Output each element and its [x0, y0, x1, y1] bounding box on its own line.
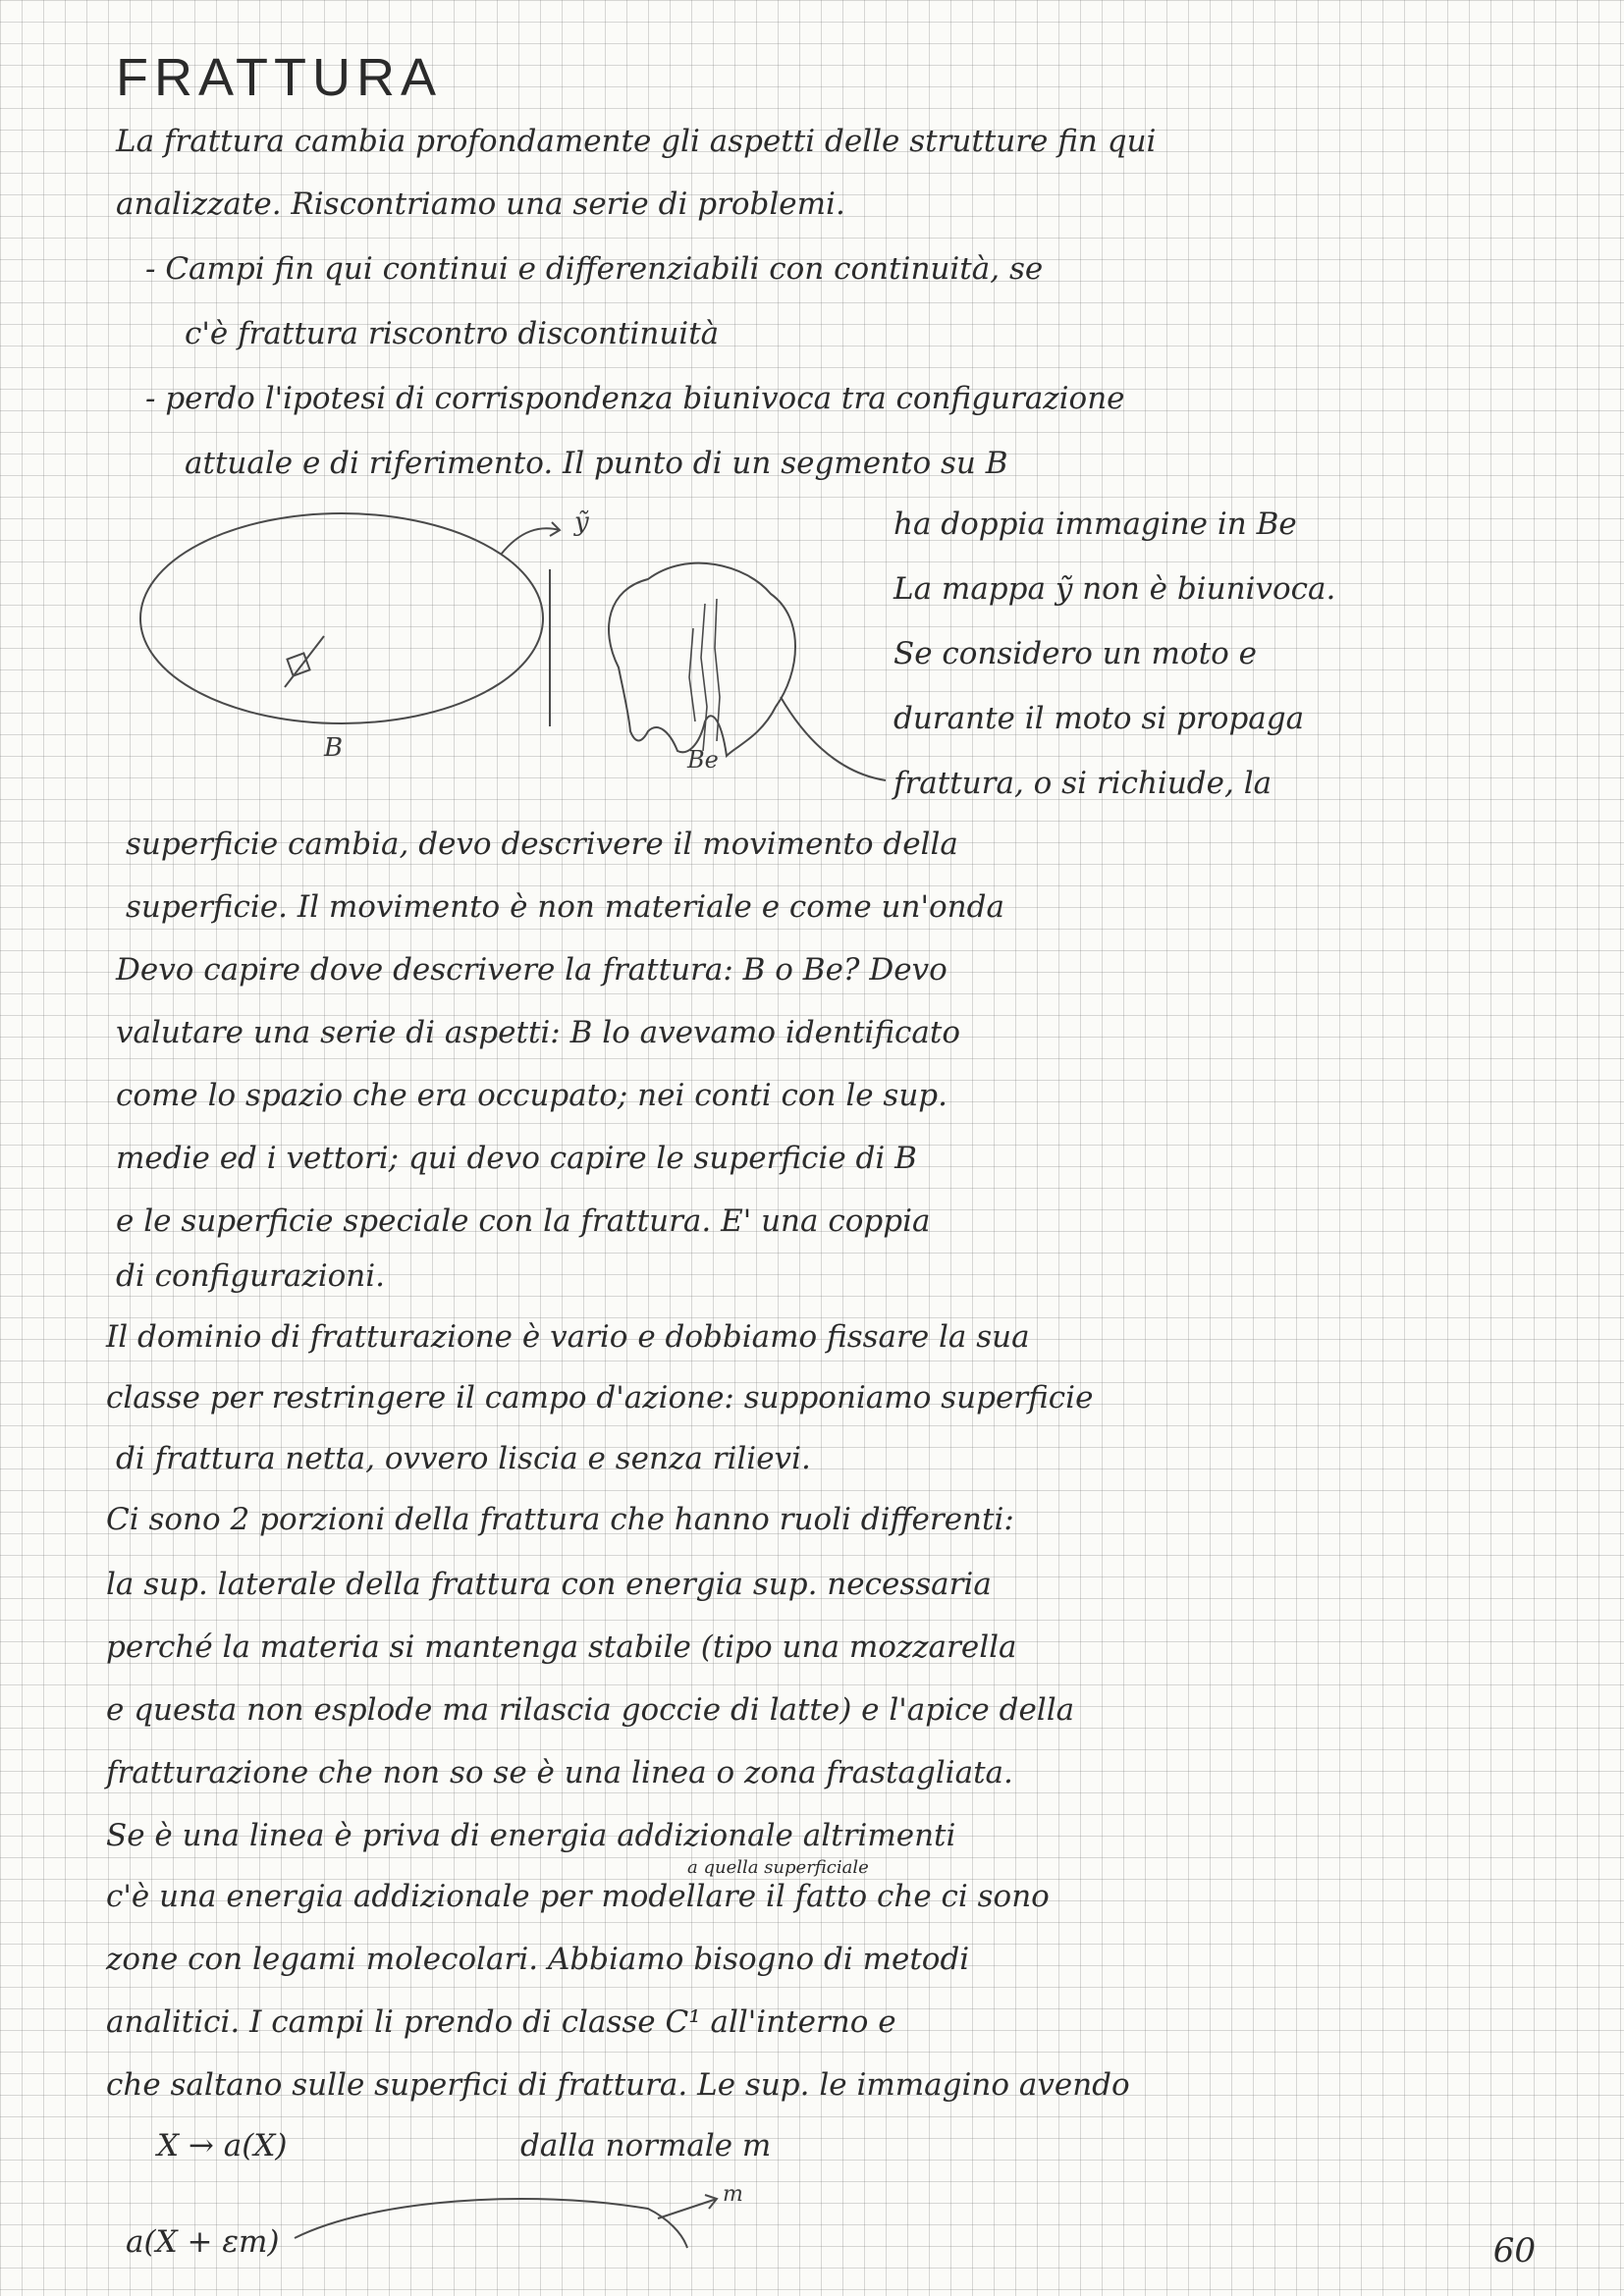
text-line: valutare una serie di aspetti: B lo avevamo identificato	[116, 1015, 961, 1050]
text-line: Se è una linea è priva di energia addizionale altrimenti	[106, 1818, 956, 1853]
text-line: durante il moto si propaga	[893, 701, 1305, 736]
text-line: di frattura netta, ovvero liscia e senza rilievi.	[116, 1441, 811, 1476]
text-line: Devo capire dove descrivere la frattura: B o Be? Devo	[116, 952, 947, 988]
insertion-note: a quella superficiale	[687, 1857, 869, 1878]
segment-marker	[285, 636, 324, 687]
text-line: analitici. I campi li prendo di classe C¹ all'interno e	[106, 2004, 896, 2040]
pointer-line	[781, 697, 886, 780]
label-b: B	[324, 733, 344, 763]
text-line: perché la materia si mantenga stabile (tipo una mozzarella	[106, 1629, 1017, 1665]
map-arrow	[501, 528, 560, 555]
formula-normal: dalla normale m	[520, 2128, 772, 2163]
label-m: m	[723, 2182, 743, 2207]
text-line: La frattura cambia profondamente gli aspetti delle strutture fin qui	[116, 124, 1157, 159]
text-line: classe per restringere il campo d'azione: supponiamo superficie	[106, 1380, 1094, 1415]
text-line: - perdo l'ipotesi di corrispondenza biunivoca tra configurazione	[145, 381, 1125, 416]
page-title: FRATTURA	[116, 48, 442, 107]
text-line: zone con legami molecolari. Abbiamo bisogno di metodi	[106, 1942, 970, 1977]
text-line: Ci sono 2 porzioni della frattura che hanno ruoli differenti:	[106, 1502, 1014, 1537]
text-line: analizzate. Riscontriamo una serie di problemi.	[116, 187, 845, 222]
text-line: c'è una energia addizionale per modellare il fatto che ci sono	[106, 1879, 1050, 1914]
reference-body-outline	[140, 513, 543, 723]
text-line: medie ed i vettori; qui devo capire le superficie di B	[116, 1141, 917, 1176]
text-line: superficie. Il movimento è non materiale e come un'onda	[126, 889, 1004, 925]
text-line: la sup. laterale della frattura con energia sup. necessaria	[106, 1567, 992, 1602]
text-line: come lo spazio che era occupato; nei conti con le sup.	[116, 1078, 948, 1113]
normal-arrow	[658, 2199, 717, 2218]
label-be: Be	[687, 746, 719, 774]
text-line: ha doppia immagine in Be	[893, 507, 1297, 542]
crack-lines	[689, 599, 720, 751]
text-line: e questa non esplode ma rilascia goccie di latte) e l'apice della	[106, 1692, 1075, 1728]
formula-shifted: a(X + εm)	[126, 2224, 280, 2260]
text-line: frattura, o si richiude, la	[893, 766, 1272, 801]
body-deformation-sketch	[226, 507, 893, 805]
text-line: Il dominio di fratturazione è vario e dobbiamo fissare la sua	[106, 1319, 1030, 1355]
text-line: superficie cambia, devo descrivere il movimento della	[126, 827, 958, 862]
text-line: La mappa ỹ non è biunivoca.	[893, 571, 1336, 607]
text-line: - Campi fin qui continui e differenziabili con continuità, se	[145, 251, 1044, 287]
page-number: 60	[1492, 2231, 1536, 2270]
label-map: ỹ	[574, 507, 589, 537]
fracture-curve	[295, 2199, 687, 2248]
text-line: Se considero un moto e	[893, 636, 1257, 671]
text-line: di configurazioni.	[116, 1258, 386, 1294]
text-line: che saltano sulle superfici di frattura. Le sup. le immagino avendo	[106, 2067, 1130, 2103]
formula-map: X → a(X)	[157, 2128, 288, 2163]
text-line: e le superficie speciale con la frattura. E' una coppia	[116, 1203, 931, 1239]
text-line: attuale e di riferimento. Il punto di un segmento su B	[185, 446, 1008, 481]
text-line: c'è frattura riscontro discontinuità	[185, 316, 720, 351]
text-line: fratturazione che non so se è una linea o zona frastagliata.	[106, 1755, 1013, 1790]
normal-vector-sketch	[295, 2179, 746, 2258]
